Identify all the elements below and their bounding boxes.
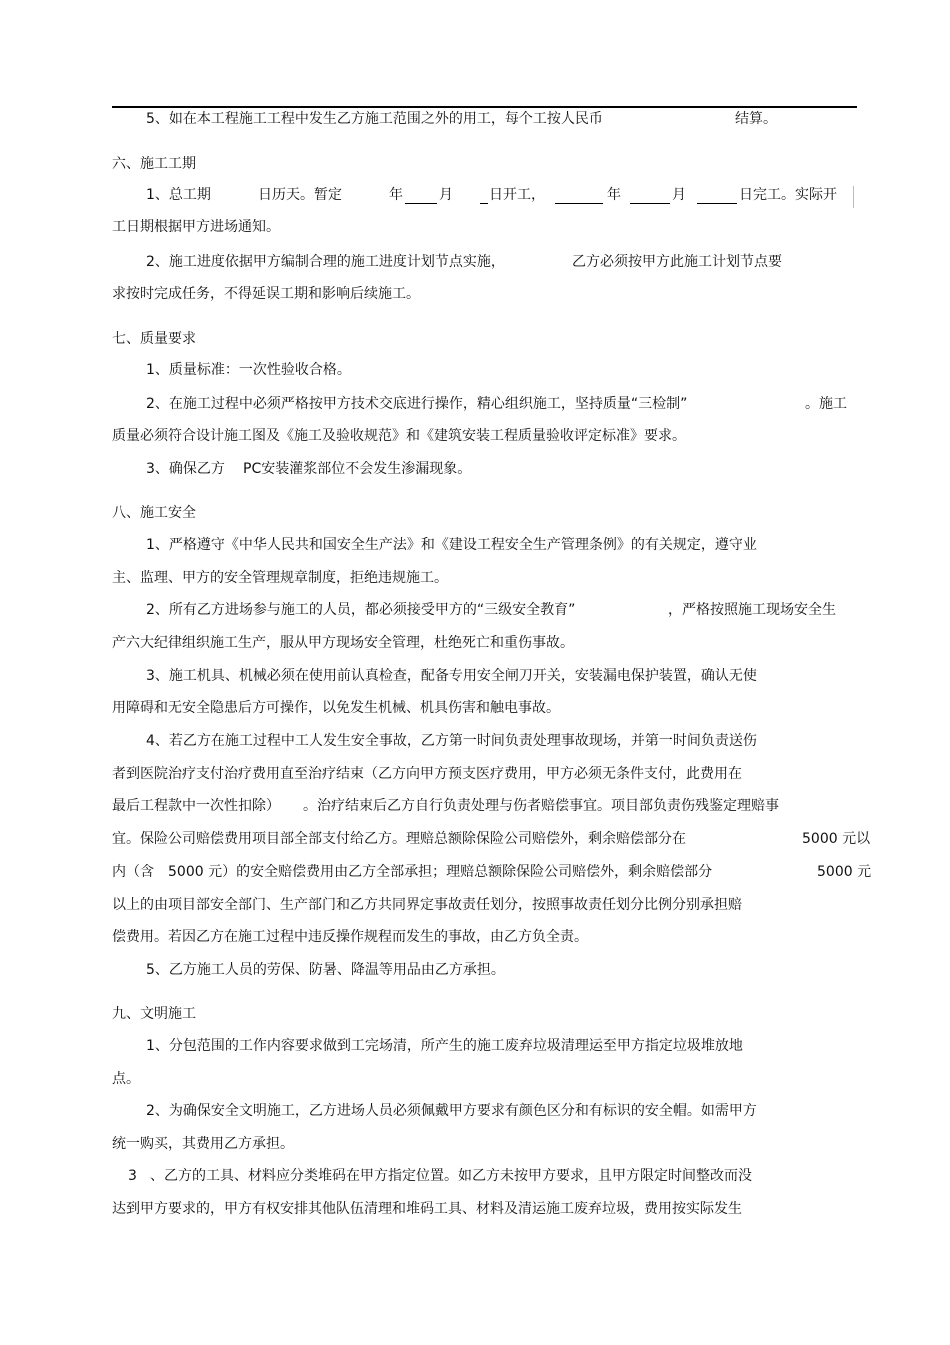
s8-i4-line6: 以上的由项目部安全部门、生产部门和乙方共同界定事故责任划分，按照事故责任划分比例分别承担赔 (112, 897, 742, 913)
s8-i3-line2: 用障碍和无安全隐患后方可操作，以免发生机械、机具伤害和触电事故。 (112, 700, 560, 716)
s6-i1-month2: 月 (672, 187, 686, 203)
s8-i4-line4a: 宜。保险公司赔偿费用项目部全部支付给乙方。理赔总额除保险公司赔偿外，剩余赔偿部分在 (112, 831, 686, 847)
s9-i1-line2: 点。 (112, 1071, 140, 1087)
s8-i1-line2: 主、监理、甲方的安全管理规章制度，拒绝违规施工。 (112, 570, 448, 586)
section-8-title: 八、施工安全 (112, 505, 196, 521)
s8-i4-line5c: 5000 元 (817, 864, 872, 880)
s6-i1-start: 日开工， (489, 187, 545, 203)
s6-i1-blank3 (555, 186, 603, 204)
s9-i1-line1: 1、分包范围的工作内容要求做到工完场清，所产生的施工废弃垃圾清理运至甲方指定垃圾堆放地 (146, 1038, 743, 1054)
s6-i1-blank1 (405, 186, 437, 204)
s8-i4-line5b: 5000 元）的安全赔偿费用由乙方全部承担；理赔总额除保险公司赔偿外，剩余赔偿部分 (168, 864, 713, 880)
s8-i1-line1: 1、严格遵守《中华人民共和国安全生产法》和《建设工程安全生产管理条例》的有关规定，遵守业 (146, 537, 757, 553)
s8-i2-line1b: ，严格按照施工现场安全生 (668, 602, 836, 618)
section-9-title: 九、文明施工 (112, 1006, 196, 1022)
s6-i2-line2: 求按时完成任务，不得延误工期和影响后续施工。 (112, 286, 420, 302)
s7-i2-line1a: 2、在施工过程中必须严格按甲方技术交底进行操作，精心组织施工，坚持质量“三检制” (146, 396, 688, 412)
s8-i4-line2: 者到医院治疗支付治疗费用直至治疗结束（乙方向甲方预支医疗费用，甲方必须无条件支付，此费用在 (112, 766, 742, 782)
s8-i4-line4b: 5000 元以 (802, 831, 871, 847)
clause-5-settle: 结算。 (735, 111, 777, 127)
s9-i2-line1: 2、为确保安全文明施工，乙方进场人员必须佩戴甲方要求有颜色区分和有标识的安全帽。如需甲方 (146, 1103, 757, 1119)
s7-i3-a: 3、确保乙方 (146, 461, 225, 477)
s6-i2-line1a: 2、施工进度依据甲方编制合理的施工进度计划节点实施， (146, 254, 505, 270)
s6-i1-year2: 年 (607, 187, 621, 203)
s7-i1: 1、质量标准：一次性验收合格。 (146, 362, 351, 378)
s9-i3-line1: 、乙方的工具、材料应分类堆码在甲方指定位置。如乙方未按甲方要求，且甲方限定时间整改而没 (150, 1168, 752, 1184)
s6-i2-line1b: 乙方必须按甲方此施工计划节点要 (572, 254, 782, 270)
s9-i3-number: 3 (128, 1168, 137, 1184)
s6-i1-end: 日完工。实际开 (739, 187, 837, 203)
s6-i1-year1: 年 (389, 187, 403, 203)
margin-mark (853, 186, 854, 208)
s6-i1-blank5 (697, 186, 737, 204)
s6-i1-blank2 (480, 186, 488, 204)
s6-i1-line2: 工日期根据甲方进场通知。 (112, 219, 280, 235)
section-7-title: 七、质量要求 (112, 331, 196, 347)
s7-i2-line2: 质量必须符合设计施工图及《施工及验收规范》和《建筑安装工程质量验收评定标准》要求。 (112, 428, 686, 444)
s8-i3-line1: 3、施工机具、机械必须在使用前认真检查，配备专用安全闸刀开关，安装漏电保护装置，确认无使 (146, 668, 757, 684)
s7-i2-line1b: 。施工 (805, 396, 847, 412)
s6-i1-total: 1、总工期 (146, 187, 211, 203)
s8-i4-line5a: 内（含 (112, 864, 154, 880)
top-rule (112, 106, 857, 108)
s9-i3-line2: 达到甲方要求的，甲方有权安排其他队伍清理和堆码工具、材料及清运施工废弃垃圾，费用按实际发生 (112, 1201, 742, 1217)
s8-i4-line3b: 。治疗结束后乙方自行负责处理与伤者赔偿事宜。项目部负责伤残鉴定理赔事 (303, 798, 779, 814)
s8-i4-line3a: 最后工程款中一次性扣除） (112, 798, 280, 814)
s6-i1-month1: 月 (439, 187, 453, 203)
s6-i1-blank4 (630, 186, 670, 204)
s9-i2-line2: 统一购买，其费用乙方承担。 (112, 1136, 294, 1152)
s8-i4-line7: 偿费用。若因乙方在施工过程中违反操作规程而发生的事故，由乙方负全责。 (112, 929, 588, 945)
clause-5-text: 5、如在本工程施工工程中发生乙方施工范围之外的用工，每个工按人民币 (146, 111, 603, 127)
s6-i1-days: 日历天。暂定 (258, 187, 342, 203)
s8-i4-line1: 4、若乙方在施工过程中工人发生安全事故，乙方第一时间负责处理事故现场，并第一时间负责送伤 (146, 733, 757, 749)
s7-i3-b: PC安装灌浆部位不会发生渗漏现象。 (243, 461, 472, 477)
clause-5-line (146, 110, 603, 128)
section-6-title: 六、施工工期 (112, 156, 196, 172)
s8-i5: 5、乙方施工人员的劳保、防暑、降温等用品由乙方承担。 (146, 962, 505, 978)
s8-i2-line1a: 2、所有乙方进场参与施工的人员，都必须接受甲方的“三级安全教育” (146, 602, 576, 618)
s8-i2-line2: 产六大纪律组织施工生产，服从甲方现场安全管理，杜绝死亡和重伤事故。 (112, 635, 574, 651)
